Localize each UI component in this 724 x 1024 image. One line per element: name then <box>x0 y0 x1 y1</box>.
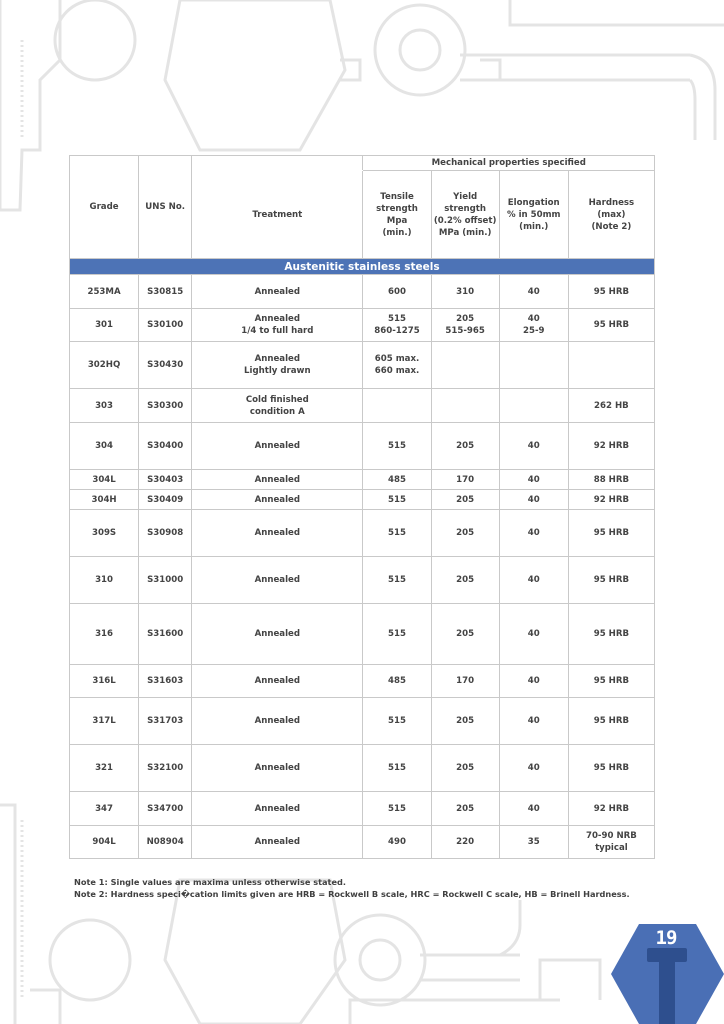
cell-elongation: 40 <box>499 490 568 510</box>
cell-uns: S30908 <box>139 510 192 557</box>
cell-uns: S31000 <box>139 557 192 604</box>
cell-uns: S30300 <box>139 389 192 423</box>
cell-elongation: 40 <box>499 275 568 309</box>
cell-tensile: 515 <box>363 557 431 604</box>
cell-grade: 904L <box>70 826 139 859</box>
table-row <box>70 309 655 342</box>
cell-hardness: 70-90 NRB typical <box>568 826 654 859</box>
cell-treatment: Annealed <box>192 423 363 470</box>
table-row <box>70 342 655 389</box>
cell-treatment: Annealed <box>192 510 363 557</box>
cell-tensile: 515 <box>363 698 431 745</box>
cell-tensile: 515 <box>363 423 431 470</box>
cell-hardness: 88 HRB <box>568 470 654 490</box>
cell-treatment: Annealed <box>192 490 363 510</box>
table-row <box>70 665 655 698</box>
cell-hardness: 92 HRB <box>568 490 654 510</box>
cell-uns: S30815 <box>139 275 192 309</box>
cell-hardness: 95 HRB <box>568 275 654 309</box>
cell-treatment: Annealed <box>192 275 363 309</box>
cell-uns: S30409 <box>139 490 192 510</box>
cell-grade: 347 <box>70 792 139 826</box>
cell-elongation <box>499 342 568 389</box>
cell-grade: 304 <box>70 423 139 470</box>
cell-elongation <box>499 389 568 423</box>
header-tensile: Tensile strength Mpa (min.) <box>363 171 431 259</box>
cell-treatment: Annealed <box>192 665 363 698</box>
cell-yield: 220 <box>431 826 499 859</box>
cell-uns: N08904 <box>139 826 192 859</box>
cell-yield: 205 <box>431 423 499 470</box>
cell-tensile: 605 max. 660 max. <box>363 342 431 389</box>
cell-elongation: 40 <box>499 698 568 745</box>
cell-tensile <box>363 389 431 423</box>
cell-elongation: 40 <box>499 423 568 470</box>
cell-tensile: 515 <box>363 604 431 665</box>
table-row <box>70 423 655 470</box>
cell-tensile: 515 <box>363 490 431 510</box>
cell-treatment: Annealed <box>192 470 363 490</box>
header-uns: UNS No. <box>139 156 192 259</box>
header-elongation: Elongation % in 50mm (min.) <box>499 171 568 259</box>
cell-treatment: Annealed <box>192 826 363 859</box>
mechanical-properties-table <box>69 155 655 859</box>
cell-hardness: 95 HRB <box>568 309 654 342</box>
cell-hardness: 95 HRB <box>568 745 654 792</box>
cell-yield: 205 515-965 <box>431 309 499 342</box>
cell-uns: S30400 <box>139 423 192 470</box>
cell-elongation: 40 <box>499 665 568 698</box>
cell-tensile: 490 <box>363 826 431 859</box>
cell-uns: S32100 <box>139 745 192 792</box>
table-row <box>70 604 655 665</box>
cell-grade: 253MA <box>70 275 139 309</box>
cell-tensile: 485 <box>363 665 431 698</box>
cell-hardness: 95 HRB <box>568 510 654 557</box>
cell-yield: 170 <box>431 665 499 698</box>
cell-hardness: 95 HRB <box>568 665 654 698</box>
table-row <box>70 826 655 859</box>
table-row <box>70 490 655 510</box>
cell-grade: 316L <box>70 665 139 698</box>
table-notes <box>74 876 674 900</box>
header-yield: Yield strength (0.2% offset) MPa (min.) <box>431 171 499 259</box>
mechanical-properties-table-container <box>69 155 655 859</box>
cell-grade: 309S <box>70 510 139 557</box>
cell-tensile: 485 <box>363 470 431 490</box>
cell-grade: 316 <box>70 604 139 665</box>
table-row <box>70 698 655 745</box>
cell-hardness: 92 HRB <box>568 792 654 826</box>
cell-yield: 205 <box>431 510 499 557</box>
cell-elongation: 40 25-9 <box>499 309 568 342</box>
header-grade: Grade <box>70 156 139 259</box>
cell-hardness: 95 HRB <box>568 557 654 604</box>
cell-yield: 205 <box>431 745 499 792</box>
cell-grade: 303 <box>70 389 139 423</box>
cell-grade: 317L <box>70 698 139 745</box>
cell-yield <box>431 342 499 389</box>
cell-elongation: 40 <box>499 510 568 557</box>
cell-treatment: Cold finished condition A <box>192 389 363 423</box>
cell-elongation: 35 <box>499 826 568 859</box>
table-row <box>70 745 655 792</box>
table-row <box>70 792 655 826</box>
cell-yield: 205 <box>431 557 499 604</box>
table-row <box>70 510 655 557</box>
header-treatment: Treatment <box>192 171 363 259</box>
cell-uns: S30403 <box>139 470 192 490</box>
cell-yield <box>431 389 499 423</box>
cell-elongation: 40 <box>499 557 568 604</box>
cell-yield: 205 <box>431 490 499 510</box>
cell-uns: S31603 <box>139 665 192 698</box>
cell-tensile: 600 <box>363 275 431 309</box>
cell-grade: 304L <box>70 470 139 490</box>
table-row <box>70 389 655 423</box>
page-number: 19 <box>655 927 677 949</box>
cell-uns: S31600 <box>139 604 192 665</box>
note-2: Note 2: Hardness speci�cation limits given are HRB = Rockwell B scale, HRC = Rockwell C scale, HB = Brinell Hardness. <box>74 889 630 899</box>
cell-elongation: 40 <box>499 470 568 490</box>
cell-treatment: Annealed Lightly drawn <box>192 342 363 389</box>
cell-treatment: Annealed 1/4 to full hard <box>192 309 363 342</box>
cell-yield: 205 <box>431 698 499 745</box>
cell-tensile: 515 <box>363 510 431 557</box>
note-1: Note 1: Single values are maxima unless otherwise stated. <box>74 877 346 887</box>
cell-yield: 205 <box>431 604 499 665</box>
header-hardness: Hardness (max) (Note 2) <box>568 171 654 259</box>
table-row <box>70 275 655 309</box>
cell-grade: 301 <box>70 309 139 342</box>
cell-hardness: 95 HRB <box>568 604 654 665</box>
cell-grade: 321 <box>70 745 139 792</box>
cell-elongation: 40 <box>499 792 568 826</box>
cell-uns: S30430 <box>139 342 192 389</box>
cell-tensile: 515 860-1275 <box>363 309 431 342</box>
cell-treatment: Annealed <box>192 604 363 665</box>
cell-yield: 310 <box>431 275 499 309</box>
cell-hardness: 262 HB <box>568 389 654 423</box>
cell-grade: 310 <box>70 557 139 604</box>
cell-uns: S31703 <box>139 698 192 745</box>
cell-grade: 302HQ <box>70 342 139 389</box>
table-row <box>70 557 655 604</box>
cell-grade: 304H <box>70 490 139 510</box>
table-row <box>70 470 655 490</box>
cell-tensile: 515 <box>363 745 431 792</box>
cell-tensile: 515 <box>363 792 431 826</box>
header-mechanical-group: Mechanical properties specified <box>363 156 655 171</box>
cell-treatment: Annealed <box>192 557 363 604</box>
cell-yield: 170 <box>431 470 499 490</box>
cell-treatment: Annealed <box>192 698 363 745</box>
cell-hardness: 92 HRB <box>568 423 654 470</box>
section-austenitic: Austenitic stainless steels <box>70 259 655 275</box>
cell-uns: S30100 <box>139 309 192 342</box>
cell-elongation: 40 <box>499 604 568 665</box>
cell-hardness <box>568 342 654 389</box>
cell-elongation: 40 <box>499 745 568 792</box>
cell-yield: 205 <box>431 792 499 826</box>
cell-uns: S34700 <box>139 792 192 826</box>
cell-treatment: Annealed <box>192 745 363 792</box>
cell-treatment: Annealed <box>192 792 363 826</box>
cell-hardness: 95 HRB <box>568 698 654 745</box>
